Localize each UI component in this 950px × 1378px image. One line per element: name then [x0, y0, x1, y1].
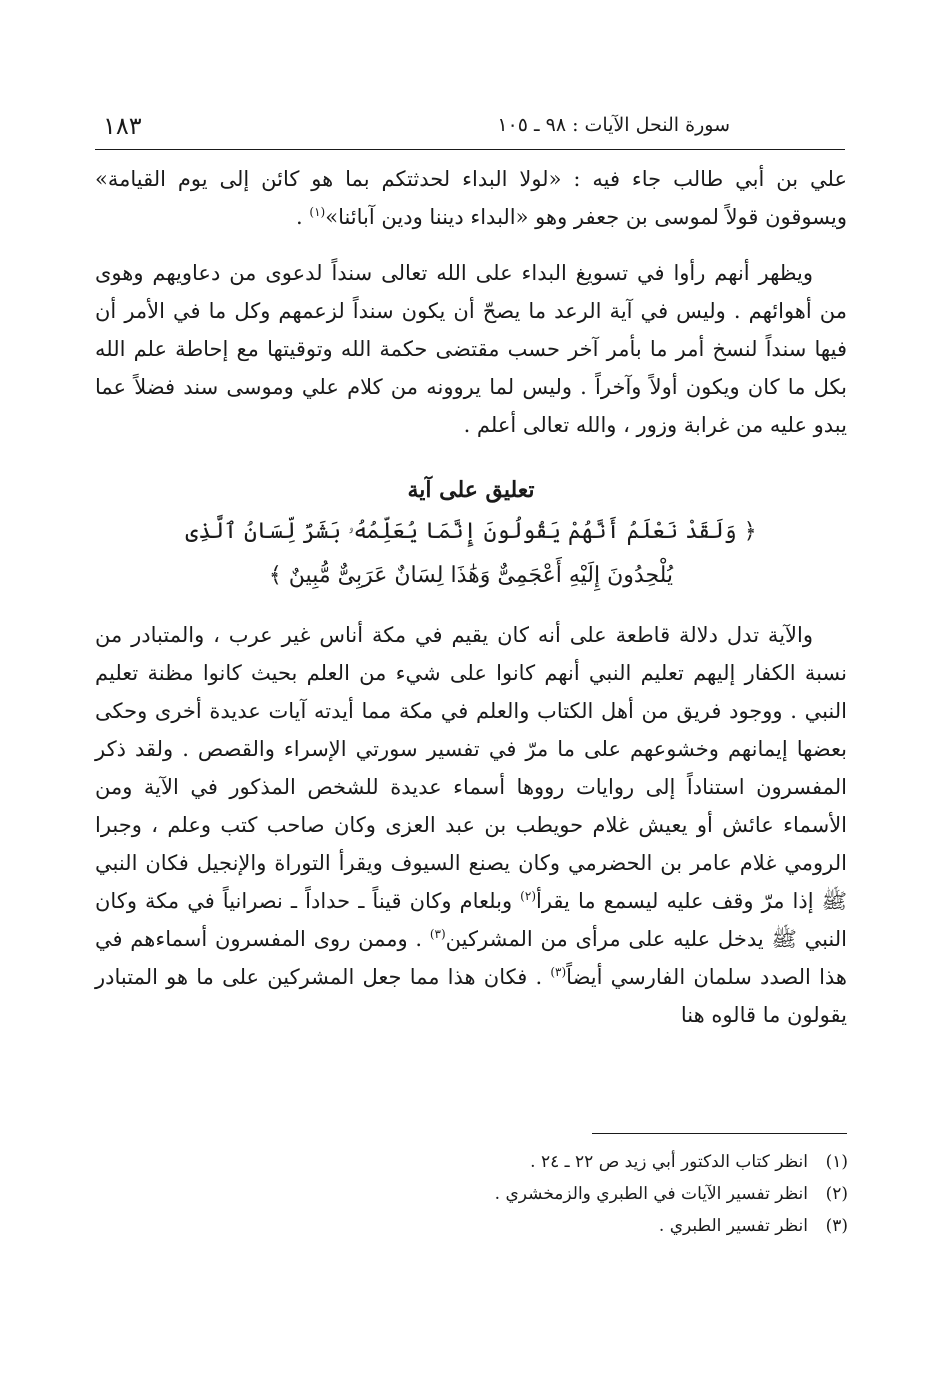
footnote-ref-3a: (٣) [429, 927, 446, 941]
footnotes [300, 1146, 848, 1242]
paragraph-3-part-4: . فكان هذا مما جعل المشركين على ما هو المتبادر يقولون ما قالوه هنا [95, 965, 847, 1027]
footnote-ref-3b: (٣) [550, 965, 567, 979]
footnote-ref-2: (٢) [520, 889, 536, 903]
footnote-marker: (١) [825, 1152, 848, 1172]
paragraph-3-part-2: وبلعام وكان قيناً ـ حداداً ـ نصرانياً في مكة وكان النبي ﷺ يدخل عليه على مرأى من المشركين [95, 889, 847, 951]
paragraph-3 [95, 616, 847, 1034]
page-header [95, 108, 845, 152]
footnote [300, 1146, 848, 1178]
body-text [95, 160, 847, 1034]
footnote [300, 1210, 848, 1242]
paragraph-1-tail: . [296, 205, 310, 229]
footnote-text: انظر كتاب الدكتور أبي زيد ص ٢٢ ـ ٢٤ . [530, 1152, 808, 1172]
footnote [300, 1178, 848, 1210]
paragraph-1 [95, 160, 847, 236]
header-rule [95, 149, 845, 150]
verse-line-1: ﴿ وَلَقَدْ نَعْلَمُ أَنَّهُمْ يَقُولُونَ إِنَّمَا يُعَلِّمُهُۥ بَشَرٌ لِّسَانُ ٱلَّذِى [185, 519, 757, 544]
verse-line-2: يُلْحِدُونَ إِلَيْهِ أَعْجَمِىٌّ وَهَٰذَا لِسَانٌ عَرَبِىٌّ مُّبِينٌ ﴾ [268, 563, 674, 588]
page-number: ١٨٣ [103, 112, 142, 140]
footnote-ref-1: (١) [309, 205, 326, 219]
paragraph-2: ويظهر أنهم رأوا في تسويغ البداء على الله تعالى سنداً لدعوى من دعاويهم وهوى من أهوائهم . وليس في آية الرعد ما يصحّ أن يكون سنداً لزعمهم وكل ما في الأمر أن فيها سنداً لنسخ أمر ما بأمر آخر حسب مقتضى حكمة الله وتوقيتها مع إحاطة علم الله بكل ما كان ويكون أولاً وآخراً . وليس لما يروونه من كلام علي وموسى سند فضلاً عما يبدو عليه من غرابة وزور ، والله تعالى أعلم . [95, 261, 847, 437]
footnote-text: انظر تفسير الطبري . [658, 1216, 808, 1236]
section-heading: تعليق على آية [407, 477, 535, 503]
paragraph-3-part-3: . وممن روى المفسرون أسماءهم في هذا الصدد سلمان الفارسي أيضاً [95, 927, 847, 989]
paragraph-3-part-1: والآية تدل دلالة قاطعة على أنه كان يقيم في مكة أناس غير عرب ، والمتبادر من نسبة الكفار إليهم تعليم النبي أنهم كانوا على شيء من العلم بحيث كانوا مظنة تعليم النبي . ووجود فريق من أهل الكتاب والعلم في مكة مما أيدته آيات عديدة أخرى وحكى بعضها إيمانهم وخشوعهم على ما مرّ في تفسير سورتي الإسراء والقصص . ولقد ذكر المفسرون استناداً إلى روايات رووها أسماء عديدة للشخص المذكور في الآية ومن الأسماء عائش أو يعيش غلام حويطب بن عبد العزى وكان صاحب كتب وعلم ، وجبرا الرومي غلام عامر بن الحضرمي وكان يصنع السيوف ويقرأ التوراة والإنجيل فكان النبي ﷺ إذا مرّ وقف عليه ليسمع ما يقرأ [95, 623, 847, 913]
quran-verse [95, 510, 847, 598]
footnote-marker: (٢) [825, 1184, 848, 1204]
footnote-rule [592, 1133, 847, 1134]
footnote-marker: (٣) [825, 1216, 848, 1236]
running-title: سورة النحل الآيات : ٩٨ ـ ١٠٥ [497, 114, 730, 136]
paragraph-1-text: علي بن أبي طالب جاء فيه : «لولا البداء لحدثتكم بما هو كائن إلى يوم القيامة» ويسوقون قولاً لموسى بن جعفر وهو «البداء ديننا ودين آبائنا» [95, 167, 847, 229]
footnote-text: انظر تفسير الآيات في الطبري والزمخشري . [494, 1184, 808, 1204]
